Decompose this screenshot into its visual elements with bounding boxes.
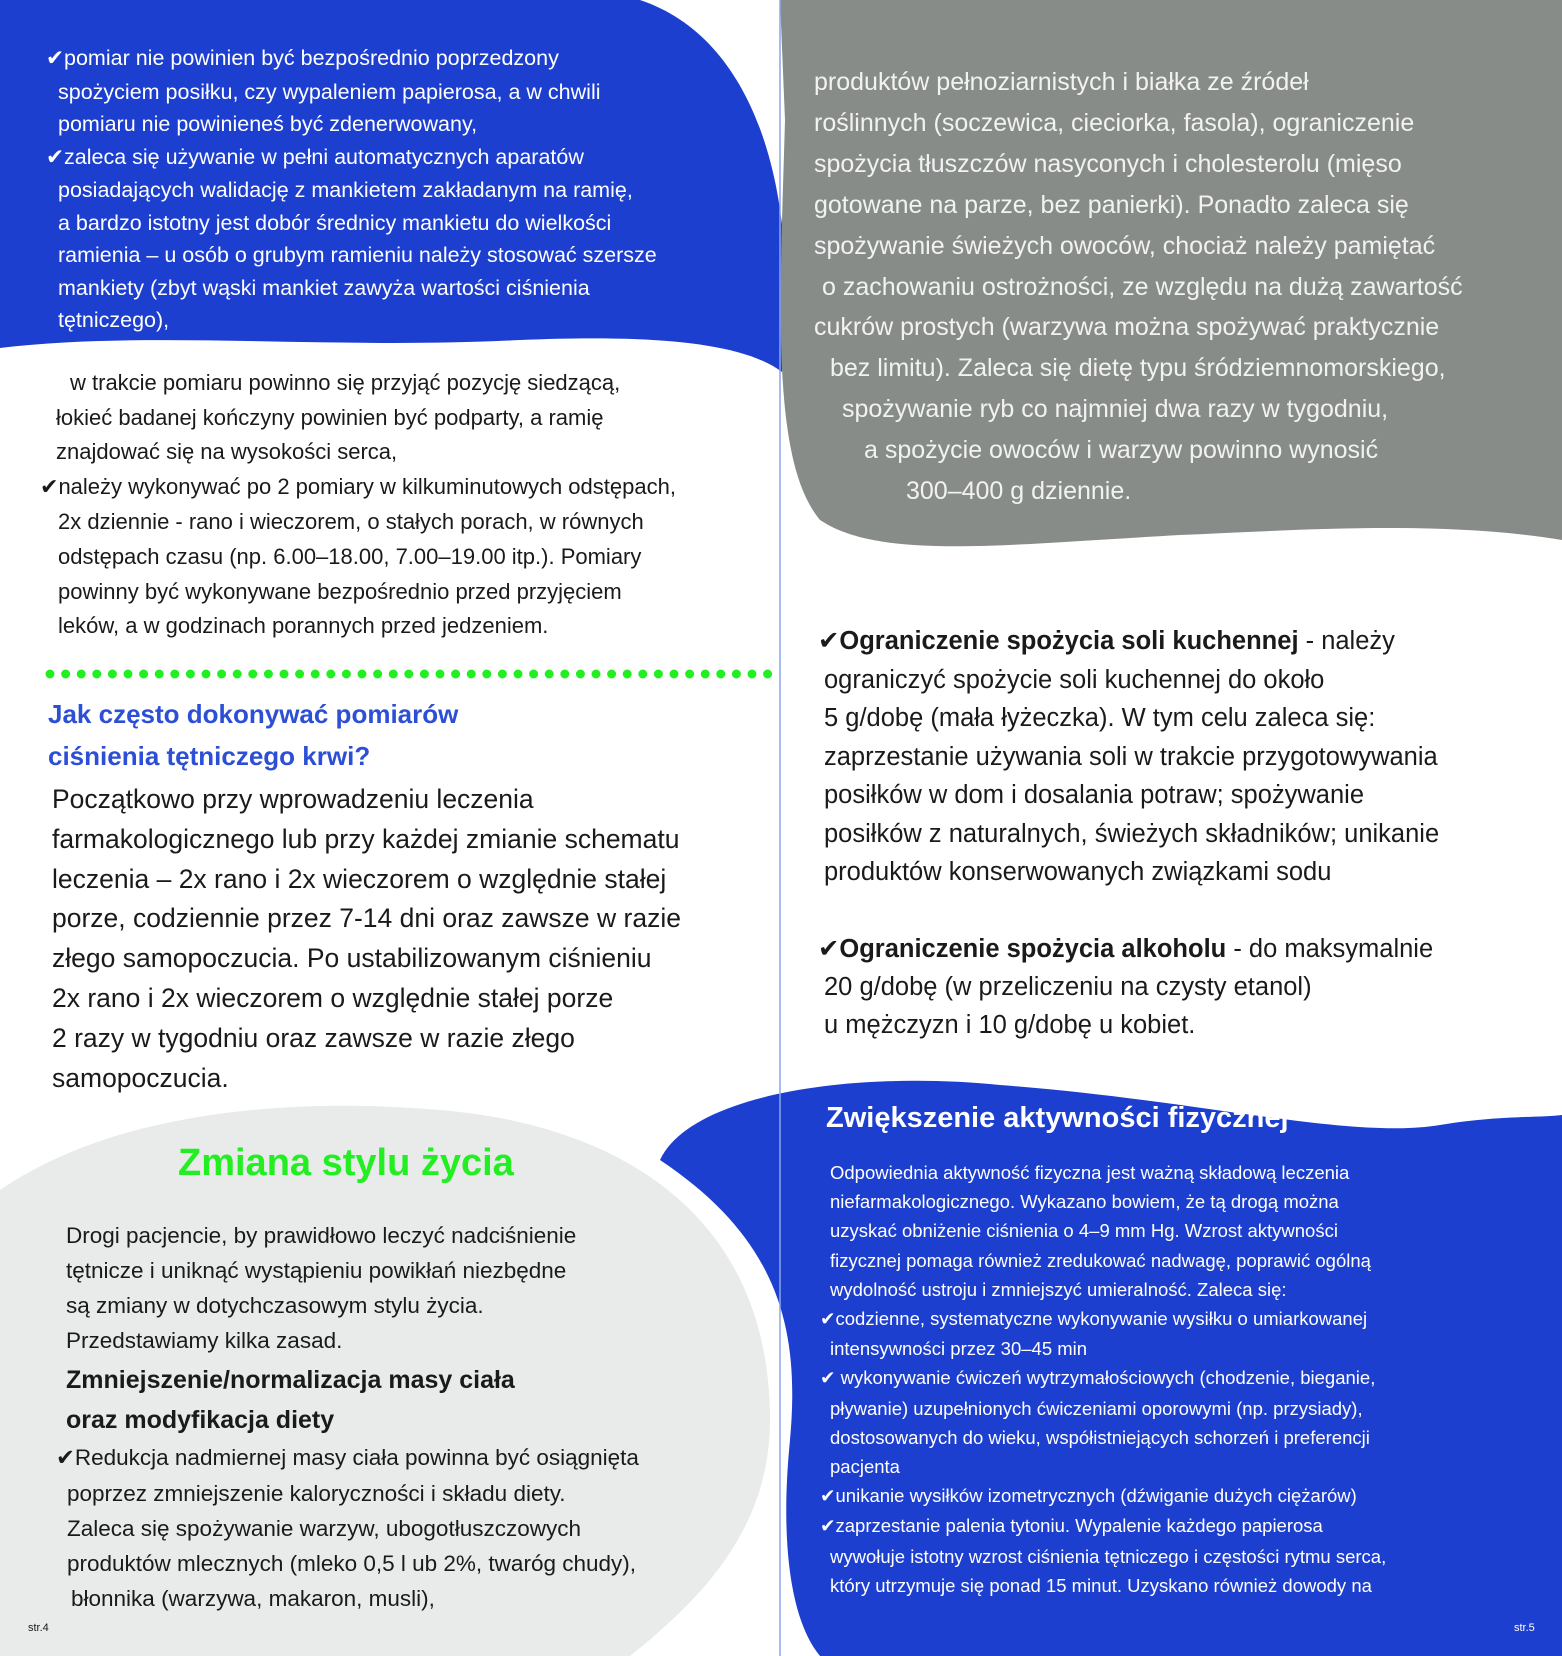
list-item-continuation: a bardzo istotny jest dobór średnicy mankietu do wielkości bbox=[58, 210, 612, 235]
frequency-heading: Jak często dokonywać pomiarów ciśnienia tętniczego krwi? bbox=[48, 699, 459, 771]
check-icon bbox=[820, 1309, 836, 1330]
list-item: ✔ unikanie wysiłków izometrycznych (dźwiganie dużych ciężarów) bbox=[820, 1481, 1386, 1511]
page-number-left: str.4 bbox=[28, 1622, 49, 1634]
check-icon bbox=[818, 934, 839, 964]
lifestyle-intro: Drogi pacjencie, by prawidłowo leczyć nadciśnienie tętnicze i uniknąć wystąpieniu powikłań niezbędne są zmiany w dotychczasowym stylu życia. Przedstawiamy kilka zasad. bbox=[66, 1223, 577, 1353]
check-icon bbox=[56, 1445, 75, 1471]
list-item-continuation: Zaleca się spożywanie warzyw, ubogotłuszczowych bbox=[67, 1516, 581, 1541]
frequency-body: Początkowo przy wprowadzeniu leczenia farmakologicznego lub przy każdej zmianie schematu leczenia – 2x rano i 2x wieczorem o względnie stałej porze, codziennie przez 7-14 dni oraz zawsze w razie złego samopoczucia. Po ustabilizowanym ciśnieniu 2x rano i 2x wieczorem o względnie stałej porze 2 razy w tygodniu oraz zawsze w razie złego samopoczucia. bbox=[52, 784, 681, 1093]
lifestyle-title: Zmiana stylu życia bbox=[178, 1142, 514, 1184]
weight-subheading: Zmniejszenie/normalizacja masy ciała oraz modyfikacja diety bbox=[66, 1366, 515, 1434]
list-item: ✔ zaleca się używanie w pełni automatycznych aparatów bbox=[46, 141, 657, 175]
list-item-continuation: leków, a w godzinach porannych przed jedzeniem. bbox=[58, 613, 549, 639]
list-item-continuation: ramienia – u osób o grubym ramieniu należy stosować szersze bbox=[58, 243, 657, 267]
list-item-continuation: 2x dziennie - rano i wieczorem, o stałych porach, w równych bbox=[58, 509, 644, 535]
list-item-continuation: spożyciem posiłku, czy wypaleniem papierosa, a w chwili bbox=[58, 79, 601, 104]
check-icon bbox=[46, 46, 64, 71]
list-item: ✔ Ograniczenie spożycia alkoholu - do maksymalnie bbox=[818, 930, 1433, 968]
list-item-continuation: odstępach czasu (np. 6.00–18.00, 7.00–19.00 itp.). Pomiary bbox=[58, 543, 642, 569]
check-icon bbox=[40, 475, 58, 500]
diet-text bbox=[56, 1440, 639, 1616]
list-item: ✔ Ograniczenie spożycia soli kuchennej - należy bbox=[818, 622, 1439, 661]
check-icon bbox=[818, 626, 839, 656]
list-item-continuation: mankiety (zbyt wąski mankiet zawyża wartości ciśnienia bbox=[58, 275, 590, 300]
list-item: ✔ Redukcja nadmiernej masy ciała powinna być osiągnięta bbox=[56, 1440, 639, 1476]
list-item-continuation: pomiaru nie powinieneś być zdenerwowany, bbox=[58, 112, 478, 136]
check-icon bbox=[46, 145, 64, 170]
activity-text: Odpowiednia aktywność fizyczna jest ważną składową leczenia niefarmakologicznego. Wykazano bowiem, że tą drogą można uzyskać obniżenie ciśnienia o 4–9 mm Hg. Wzrost aktywności fizycznej pomaga również zredukować nadwagę, poprawić ogólną wydolność ustroju i zmniejszyć umieralność. Zaleca się: ✔ codzienne, systematyczne wykonywanie wysiłku o umiarkowanej intensywności przez 30–45 min ✔ wykonywanie ćwiczeń wytrzymałościowych (chodzenie, bieganie, pływanie) uzupełnionych ćwiczeniami oporowymi (np. przysiady), dostosowanych do wieku, współistniejących schorzeń i preferencji pacjenta ✔ unikanie wysiłków izometrycznych (dźwiganie dużych ciężarów) ✔ zaprzestanie palenia tytoniu. Wypalenie każdego papierosa wywołuje istotny wzrost ciśnienia tętniczego i częstości rytmu serca, który utrzymuje się ponad 15 minut. Uzyskano również dowody na bbox=[830, 1158, 1386, 1600]
list-item-continuation: posiadających walidację z mankietem zakładanym na ramię, bbox=[58, 178, 633, 202]
blood-pressure-tips-top bbox=[46, 42, 657, 337]
list-item-continuation: łokieć badanej kończyny powinien być podparty, a ramię bbox=[56, 404, 604, 430]
list-item-continuation: powinny być wykonywane bezpośrednio przed przyjęciem bbox=[58, 578, 622, 604]
check-icon bbox=[820, 1368, 836, 1389]
salt-section: ✔ Ograniczenie spożycia soli kuchennej - należy ograniczyć spożycie soli kuchennej do około 5 g/dobę (mała łyżeczka). W tym celu zaleca się: zaprzestanie używania soli w trakcie przygotowywania posiłków w dom i dosalania potraw; spożywanie posiłków z naturalnych, świeżych składników; unikanie produktów konserwowanych związkami sodu bbox=[818, 622, 1439, 892]
check-icon bbox=[820, 1516, 836, 1537]
measurement-rules bbox=[40, 366, 676, 644]
list-item-continuation: produktów mlecznych (mleko 0,5 l ub 2%, twaróg chudy), bbox=[67, 1551, 637, 1576]
list-item: ✔ wykonywanie ćwiczeń wytrzymałościowych (chodzenie, bieganie, bbox=[820, 1363, 1386, 1393]
list-item-continuation: w trakcie pomiaru powinno się przyjąć pozycję siedzącą, bbox=[70, 370, 621, 395]
check-icon bbox=[820, 1486, 836, 1507]
activity-title: Zwiększenie aktywności fizycznej bbox=[826, 1102, 1289, 1134]
list-item: ✔ należy wykonywać po 2 pomiary w kilkuminutowych odstępach, bbox=[40, 470, 676, 506]
list-item-continuation: poprzez zmniejszenie kaloryczności i składu diety. bbox=[67, 1481, 566, 1506]
list-item: ✔ codzienne, systematyczne wykonywanie wysiłku o umiarkowanej bbox=[820, 1304, 1386, 1334]
list-item-continuation: błonnika (warzywa, makaron, musli), bbox=[71, 1586, 435, 1611]
list-item-continuation: tętniczego), bbox=[58, 308, 170, 332]
list-item: ✔ zaprzestanie palenia tytoniu. Wypalenie każdego papierosa bbox=[820, 1511, 1386, 1541]
diet-continuation: produktów pełnoziarnistych i białka ze źródeł roślinnych (soczewica, cieciorka, fasola), ograniczenie spożycia tłuszczów nasyconych i cholesterolu (mięso gotowane na parze, bez panierki). Ponadto zaleca się spożywanie świeżych owoców, chociaż należy pamiętać o zachowaniu ostrożności, ze względu na dużą zawartość cukrów prostych (warzywa można spożywać praktycznie bez limitu). Zaleca się dietę typu śródziemnomorskiego, spożywanie ryb co najmniej dwa razy w tygodniu, a spożycie owoców i warzyw powinno wynosić 300–400 g dziennie. bbox=[814, 68, 1463, 506]
page-number-right: str.5 bbox=[1514, 1622, 1535, 1634]
list-item-continuation: znajdować się na wysokości serca, bbox=[56, 439, 398, 465]
alcohol-section: ✔ Ograniczenie spożycia alkoholu - do maksymalnie 20 g/dobę (w przeliczeniu na czysty etanol) u mężczyzn i 10 g/dobę u kobiet. bbox=[818, 930, 1433, 1044]
list-item: ✔ pomiar nie powinien być bezpośrednio poprzedzony bbox=[46, 42, 657, 76]
